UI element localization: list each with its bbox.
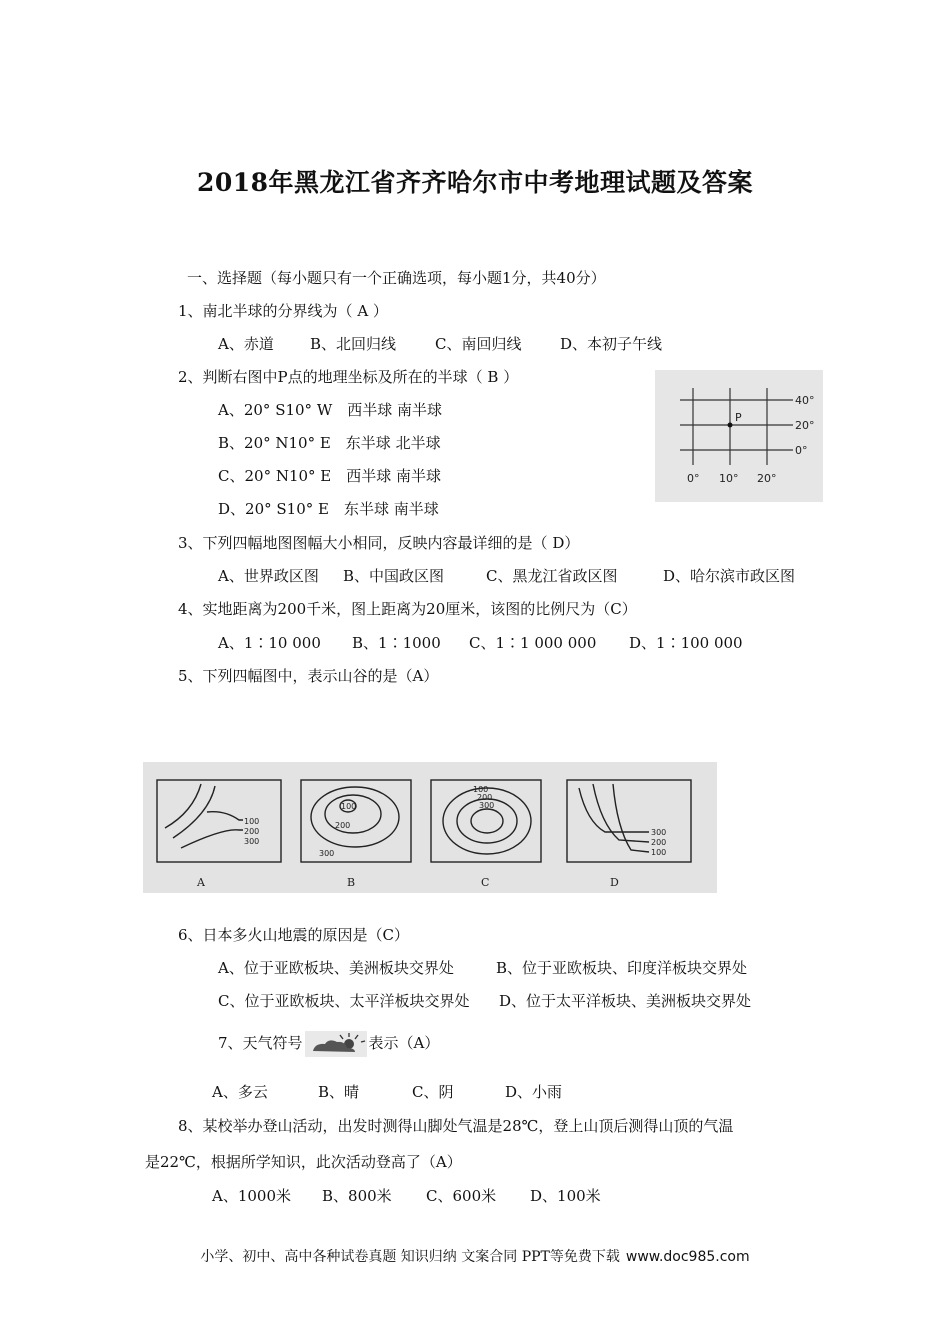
q4-option-d: D、1∶100 000 xyxy=(629,634,743,652)
panel-c-label-100: 100 xyxy=(473,785,489,794)
q3-option-c: C、黑龙江省政区图 xyxy=(486,567,618,585)
q7-stem-prefix: 7、天气符号 xyxy=(218,1034,303,1052)
q6-option-b: B、位于亚欧板块、印度洋板块交界处 xyxy=(496,959,748,977)
question-6-options-row-1 xyxy=(218,958,747,978)
question-8-stem-line-2: 是22℃，根据所学知识，此次活动登高了（A） xyxy=(145,1153,462,1171)
q3-option-b: B、中国政区图 xyxy=(343,567,445,585)
panel-b-letter: B xyxy=(347,876,356,889)
panel-c-label-200: 200 xyxy=(477,793,493,802)
question-3-stem: 3、下列四幅地图图幅大小相同，反映内容最详细的是（ D） xyxy=(178,534,580,552)
contour-figure-background xyxy=(143,762,717,893)
panel-d-letter: D xyxy=(610,876,619,889)
question-5-stem: 5、下列四幅图中，表示山谷的是（A） xyxy=(178,667,439,685)
question-8-options xyxy=(212,1186,601,1206)
lat-label-0: 0° xyxy=(795,444,808,457)
question-4-options xyxy=(218,633,743,653)
q1-option-b: B、北回归线 xyxy=(310,335,397,353)
panel-d-label-100: 100 xyxy=(651,848,667,857)
question-6-options-row-2 xyxy=(218,991,751,1011)
panel-b-label-300: 300 xyxy=(319,849,335,858)
page-title: 2018年黑龙江省齐齐哈尔市中考地理试题及答案 xyxy=(196,168,754,197)
q6-option-d: D、位于太平洋板块、美洲板块交界处 xyxy=(499,992,752,1010)
q2-option-b: B、20° N10° E 东半球 北半球 xyxy=(218,434,441,452)
point-p-label: P xyxy=(735,411,742,424)
q2-option-d: D、20° S10° E 东半球 南半球 xyxy=(218,500,439,518)
page-footer xyxy=(0,1246,950,1266)
point-p-marker xyxy=(728,423,733,428)
q7-option-a: A、多云 xyxy=(212,1083,268,1101)
section-heading: 一、选择题（每小题只有一个正确选项，每小题1分，共40分） xyxy=(187,269,606,287)
panel-a-label-100: 100 xyxy=(244,817,260,826)
lat-label-40: 40° xyxy=(795,394,815,407)
q7-option-d: D、小雨 xyxy=(505,1083,563,1101)
q6-option-c: C、位于亚欧板块、太平洋板块交界处 xyxy=(218,992,470,1010)
q7-stem-suffix: 表示（A） xyxy=(368,1034,440,1052)
question-1-options xyxy=(218,334,662,354)
q8-option-d: D、100米 xyxy=(530,1187,601,1205)
q8-option-c: C、600米 xyxy=(426,1187,497,1205)
panel-d-label-200: 200 xyxy=(651,838,667,847)
q1-option-a: A、赤道 xyxy=(218,335,274,353)
footer-url-link[interactable]: www.doc985.com xyxy=(625,1249,750,1265)
question-7-options xyxy=(212,1082,562,1102)
q7-option-b: B、晴 xyxy=(318,1083,360,1101)
lat-lon-grid-figure xyxy=(655,370,823,502)
lat-label-20: 20° xyxy=(795,419,815,432)
q2-option-c: C、20° N10° E 西半球 南半球 xyxy=(218,467,442,485)
q6-option-a: A、位于亚欧板块、美洲板块交界处 xyxy=(218,959,454,977)
lon-label-20: 20° xyxy=(757,472,777,485)
q3-option-a: A、世界政区图 xyxy=(218,567,319,585)
question-1-stem: 1、南北半球的分界线为（ A ） xyxy=(178,302,388,320)
panel-a-letter: A xyxy=(197,876,205,889)
question-3-options xyxy=(218,566,795,586)
lon-label-10: 10° xyxy=(719,472,739,485)
q3-option-d: D、哈尔滨市政区图 xyxy=(663,567,796,585)
panel-c-letter: C xyxy=(481,876,490,889)
panel-b-label-100: 100 xyxy=(341,802,357,811)
question-2-stem: 2、判断右图中P点的地理坐标及所在的半球（ B ） xyxy=(178,368,519,386)
question-7-stem xyxy=(218,1030,439,1057)
q8-option-a: A、1000米 xyxy=(212,1187,292,1205)
q1-option-c: C、南回归线 xyxy=(435,335,522,353)
panel-b-label-200: 200 xyxy=(335,821,351,830)
q4-option-a: A、1∶10 000 xyxy=(218,634,321,652)
q4-option-b: B、1∶1000 xyxy=(352,634,441,652)
q8-option-b: B、800米 xyxy=(322,1187,392,1205)
question-6-stem: 6、日本多火山地震的原因是（C） xyxy=(178,926,410,944)
panel-a-label-200: 200 xyxy=(244,827,260,836)
panel-d-label-300: 300 xyxy=(651,828,667,837)
q4-option-c: C、1∶1 000 000 xyxy=(469,634,597,652)
panel-c-label-300: 300 xyxy=(479,801,495,810)
lon-label-0: 0° xyxy=(687,472,700,485)
grid-figure-background xyxy=(655,370,823,502)
q1-option-d: D、本初子午线 xyxy=(560,335,663,353)
question-8-stem-line-1: 8、某校举办登山活动，出发时测得山脚处气温是28℃，登上山顶后测得山顶的气温 xyxy=(178,1117,734,1135)
contour-maps-figure xyxy=(143,762,717,893)
question-4-stem: 4、实地距离为200千米，图上距离为20厘米，该图的比例尺为（C） xyxy=(178,600,637,618)
q7-option-c: C、阴 xyxy=(412,1083,454,1101)
q2-option-a: A、20° S10° W 西半球 南半球 xyxy=(218,401,443,419)
footer-text: 小学、初中、高中各种试卷真题 知识归纳 文案合同 PPT等免费下载 xyxy=(200,1249,620,1265)
partly-cloudy-weather-icon xyxy=(305,1031,367,1057)
panel-a-label-300: 300 xyxy=(244,837,260,846)
